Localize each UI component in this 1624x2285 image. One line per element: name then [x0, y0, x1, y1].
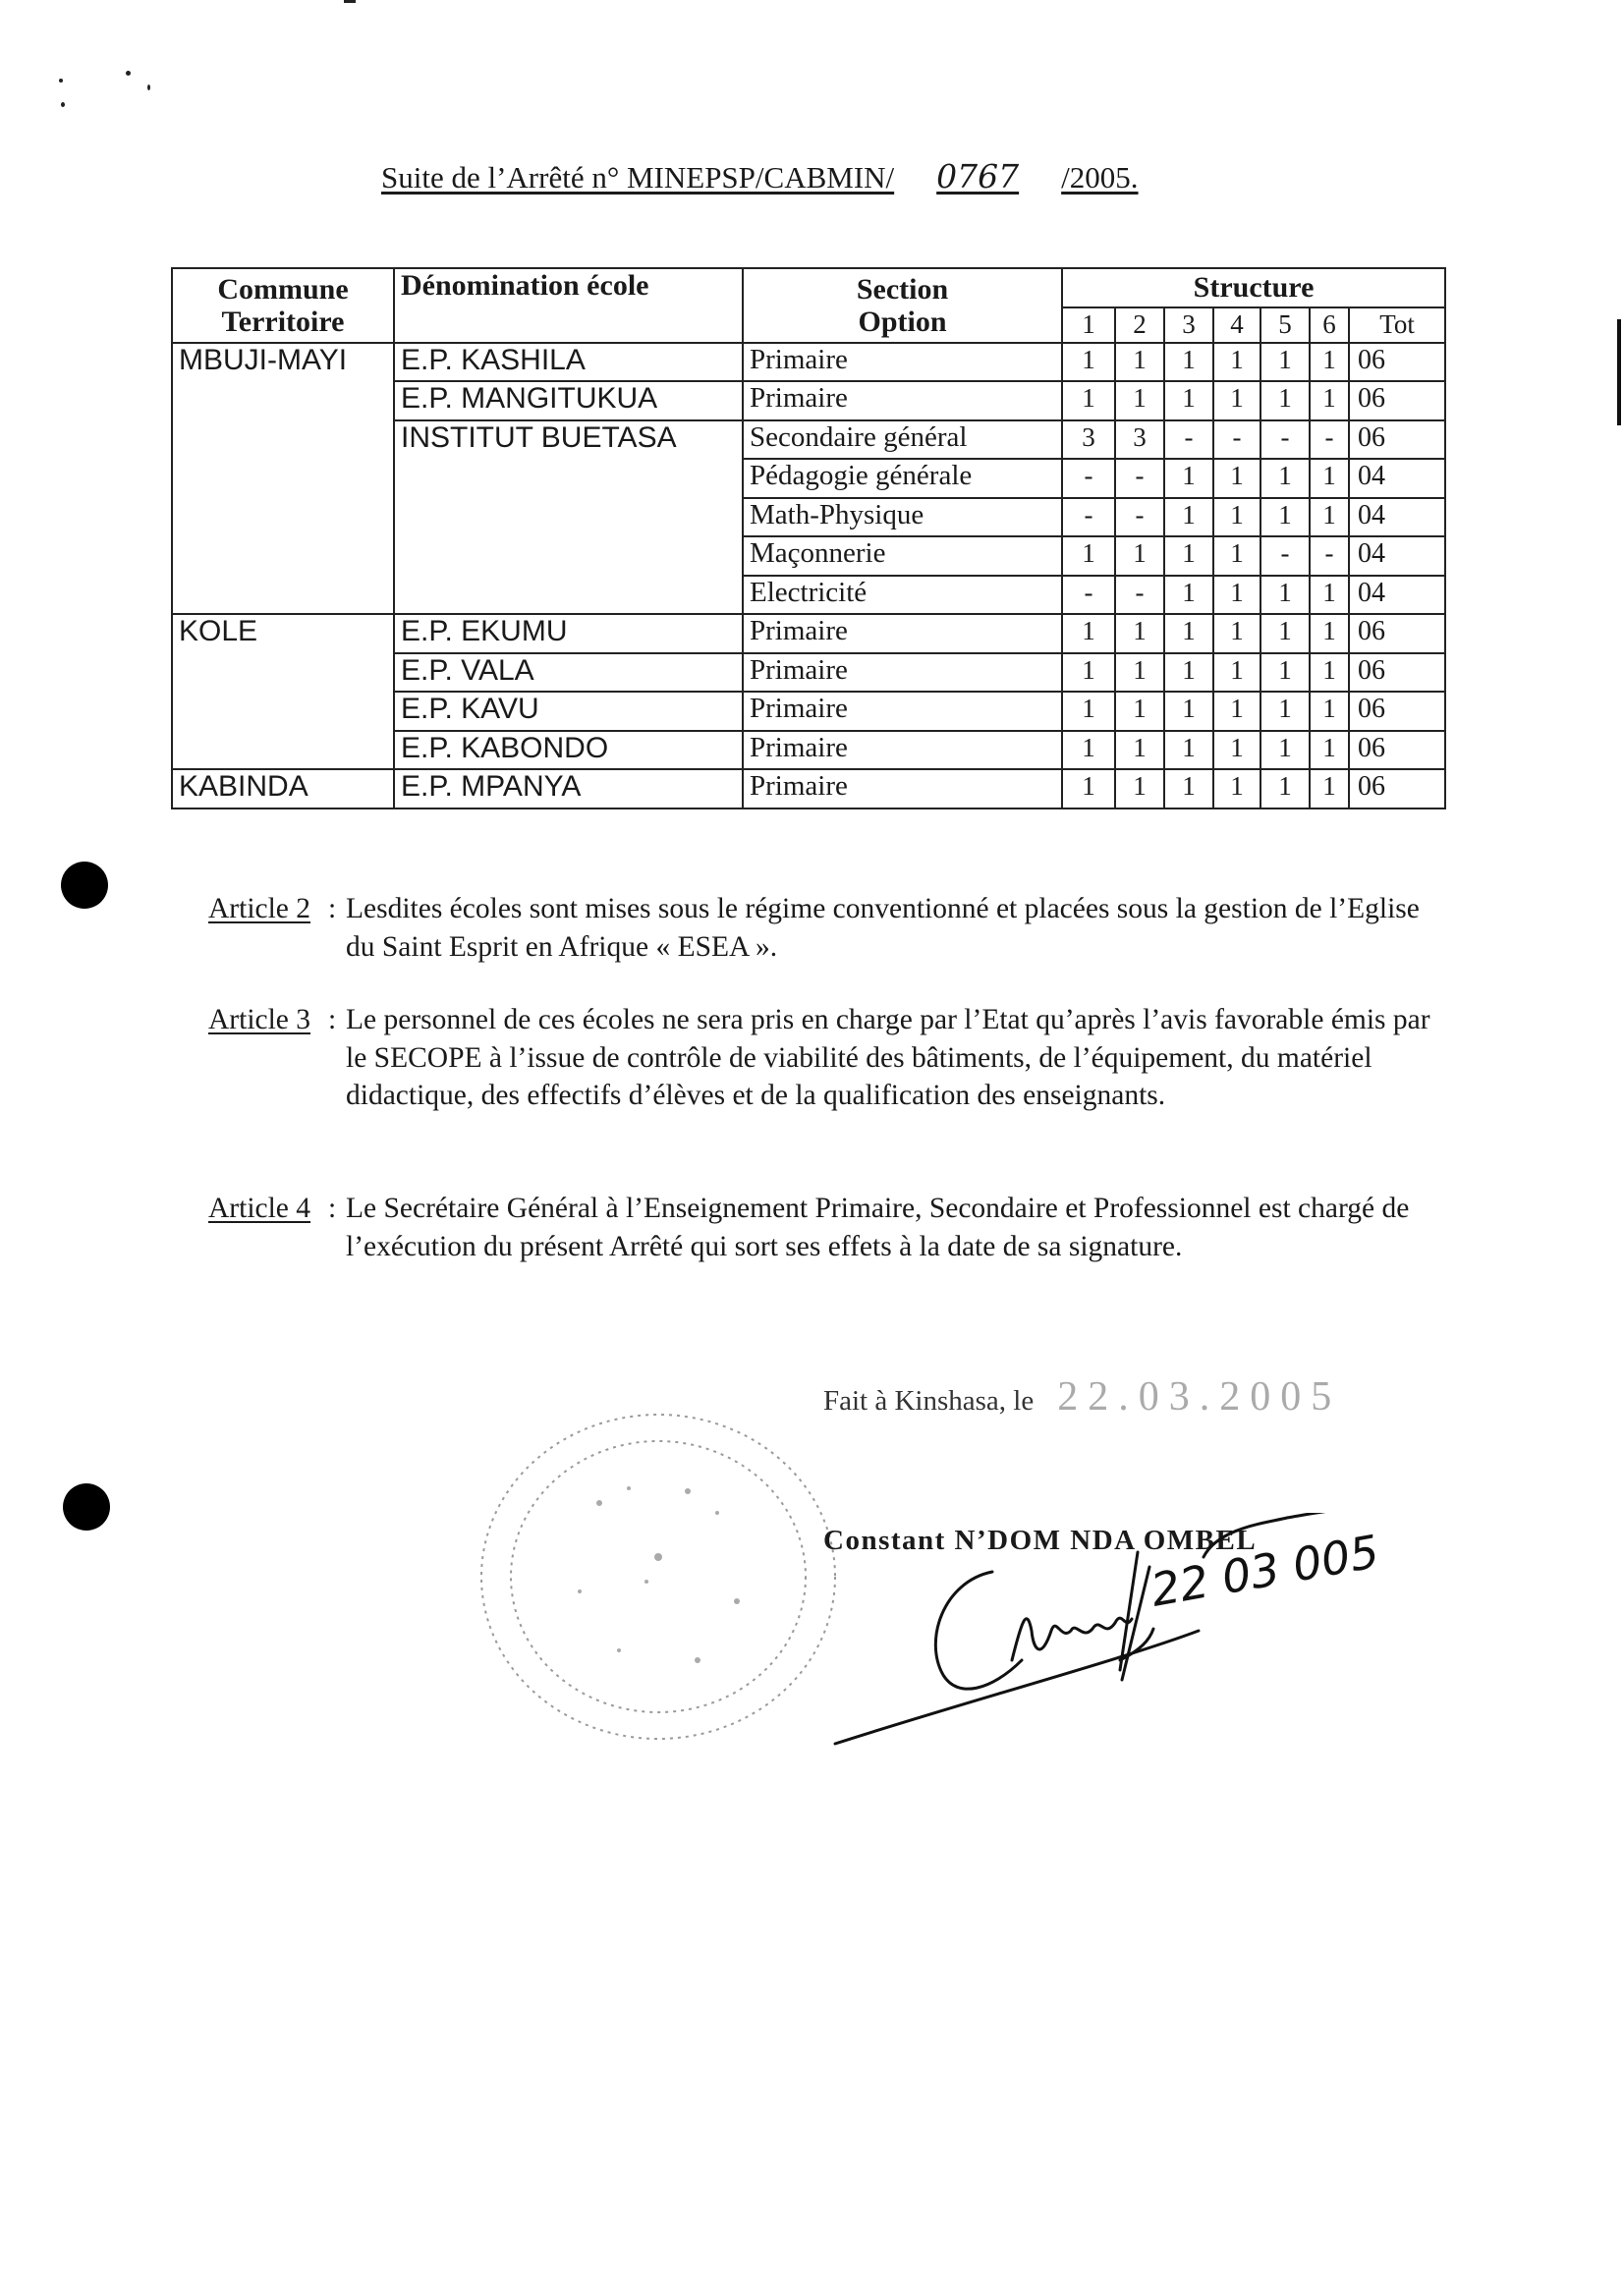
article-4-label: Article 4	[208, 1193, 311, 1224]
total-cell: 06	[1349, 381, 1445, 420]
grade-cell: 1	[1062, 614, 1115, 653]
grade-cell: 1	[1164, 536, 1213, 576]
grade-cell: 1	[1164, 498, 1213, 537]
grade-cell: -	[1260, 420, 1310, 460]
section-cell: Pédagogie générale	[743, 459, 1062, 498]
commune-cell: KOLE	[172, 614, 394, 769]
table-row	[172, 614, 1445, 653]
grade-cell: 1	[1213, 576, 1260, 615]
total-cell: 06	[1349, 653, 1445, 693]
handwritten-signature	[825, 1513, 1434, 1758]
grade-cell: 1	[1310, 769, 1349, 808]
place-label: Fait à Kinshasa, le	[823, 1385, 1035, 1417]
section-cell: Secondaire général	[743, 420, 1062, 460]
grade-cell: 1	[1115, 614, 1164, 653]
school-name-cell: INSTITUT BUETASA	[394, 420, 743, 615]
grade-cell: 1	[1260, 381, 1310, 420]
signature-place-date	[823, 1373, 1341, 1421]
section-cell: Primaire	[743, 614, 1062, 653]
grade-cell: -	[1310, 420, 1349, 460]
total-cell: 06	[1349, 343, 1445, 382]
grade-cell: 1	[1213, 692, 1260, 731]
total-cell: 06	[1349, 420, 1445, 460]
grade-cell: 1	[1164, 769, 1213, 808]
scan-speck	[344, 0, 356, 3]
grade-cell: 1	[1260, 614, 1310, 653]
signatory-name: Constant N’DOM NDA OMBEL	[823, 1525, 1258, 1556]
grade-cell: 1	[1164, 653, 1213, 693]
grade-cell: 1	[1310, 692, 1349, 731]
decree-year: /2005.	[1061, 160, 1139, 195]
total-cell: 04	[1349, 576, 1445, 615]
grade-5-header: 5	[1260, 307, 1310, 343]
grade-cell: 1	[1115, 653, 1164, 693]
grade-cell: 1	[1062, 731, 1115, 770]
article-2-text: Lesdites écoles sont mises sous le régime conventionné et placées sous la gestion de l’Eglise du Saint Esprit en Afrique « ESEA ».	[346, 893, 1420, 963]
grade-cell: 1	[1115, 769, 1164, 808]
grade-cell: 1	[1213, 536, 1260, 576]
school-name-cell: E.P. MANGITUKUA	[394, 381, 743, 420]
section-cell: Primaire	[743, 692, 1062, 731]
grade-cell: -	[1115, 576, 1164, 615]
grade-cell: -	[1260, 536, 1310, 576]
grade-6-header: 6	[1310, 307, 1349, 343]
grade-cell: 1	[1115, 731, 1164, 770]
total-cell: 04	[1349, 498, 1445, 537]
grade-cell: 1	[1260, 653, 1310, 693]
grade-cell: 1	[1213, 614, 1260, 653]
total-cell: 04	[1349, 536, 1445, 576]
school-name-cell: E.P. VALA	[394, 653, 743, 693]
table-row	[172, 769, 1445, 808]
grade-cell: 1	[1062, 769, 1115, 808]
grade-cell: 1	[1260, 692, 1310, 731]
section-cell: Primaire	[743, 343, 1062, 382]
grade-cell: 1	[1260, 576, 1310, 615]
grade-cell: 1	[1310, 614, 1349, 653]
table-row	[172, 343, 1445, 382]
grade-cell: 1	[1164, 692, 1213, 731]
article-4: Article 4 : Le Secrétaire Général à l’Enseignement Primaire, Secondaire et Professionnel est chargé de l’exécution du présent Arrêté qui sort ses effets à la date de sa signature.	[208, 1190, 1436, 1265]
grade-cell: 1	[1164, 459, 1213, 498]
grade-cell: 1	[1062, 536, 1115, 576]
grade-4-header: 4	[1213, 307, 1260, 343]
grade-cell: -	[1062, 459, 1115, 498]
grade-1-header: 1	[1062, 307, 1115, 343]
grade-3-header: 3	[1164, 307, 1213, 343]
total-cell: 04	[1349, 459, 1445, 498]
grade-cell: 1	[1260, 459, 1310, 498]
school-name-cell: E.P. KASHILA	[394, 343, 743, 382]
grade-cell: 1	[1213, 769, 1260, 808]
grade-cell: 1	[1213, 653, 1260, 693]
school-name-cell: E.P. EKUMU	[394, 614, 743, 653]
structure-header: Structure	[1062, 268, 1445, 307]
section-cell: Primaire	[743, 769, 1062, 808]
grade-cell: 1	[1213, 381, 1260, 420]
section-cell: Primaire	[743, 381, 1062, 420]
total-header: Tot	[1349, 307, 1445, 343]
official-stamp-seal	[462, 1395, 855, 1768]
scan-speck	[59, 79, 63, 83]
grade-cell: 1	[1260, 731, 1310, 770]
grade-cell: 1	[1062, 692, 1115, 731]
section-cell: Maçonnerie	[743, 536, 1062, 576]
grade-cell: 1	[1213, 498, 1260, 537]
schools-table	[171, 267, 1446, 809]
total-cell: 06	[1349, 769, 1445, 808]
grade-cell: 3	[1115, 420, 1164, 460]
grade-2-header: 2	[1115, 307, 1164, 343]
school-name-cell: E.P. KABONDO	[394, 731, 743, 770]
article-2-label: Article 2	[208, 893, 311, 924]
total-cell: 06	[1349, 692, 1445, 731]
grade-cell: 1	[1310, 576, 1349, 615]
grade-cell: -	[1213, 420, 1260, 460]
section-cell: Electricité	[743, 576, 1062, 615]
grade-cell: 1	[1260, 343, 1310, 382]
grade-cell: 1	[1213, 343, 1260, 382]
scan-edge-mark	[1617, 319, 1621, 425]
article-2: Article 2 : Lesdites écoles sont mises sous le régime conventionné et placées sous la gestion de l’Eglise du Saint Esprit en Afrique « ESEA ».	[208, 890, 1436, 966]
scan-speck	[61, 102, 65, 107]
grade-cell: 1	[1062, 653, 1115, 693]
handwritten-date: 22 03 005	[1147, 1524, 1383, 1617]
grade-cell: 1	[1164, 381, 1213, 420]
grade-cell: 1	[1164, 576, 1213, 615]
school-name-cell: E.P. KAVU	[394, 692, 743, 731]
grade-cell: 1	[1213, 731, 1260, 770]
grade-cell: -	[1062, 498, 1115, 537]
grade-cell: 1	[1164, 731, 1213, 770]
commune-header: Commune Territoire	[172, 268, 394, 343]
article-3-label: Article 3	[208, 1004, 311, 1035]
school-name-cell: E.P. MPANYA	[394, 769, 743, 808]
punch-hole-bottom	[63, 1483, 110, 1531]
grade-cell: 1	[1213, 459, 1260, 498]
grade-cell: 1	[1310, 459, 1349, 498]
commune-cell: KABINDA	[172, 769, 394, 808]
grade-cell: 1	[1062, 381, 1115, 420]
article-3: Article 3 : Le personnel de ces écoles ne sera pris en charge par l’Etat qu’après l’avis favorable émis par le SECOPE à l’issue de contrôle de viabilité des bâtiments, de l’équipement, du matériel didactique, des effectifs d’élèves et de la qualification des enseignants.	[208, 1001, 1436, 1115]
punch-hole-top	[61, 862, 108, 909]
section-cell: Primaire	[743, 731, 1062, 770]
scan-speck	[147, 84, 150, 90]
table-header-row	[172, 268, 1445, 307]
grade-cell: 1	[1115, 343, 1164, 382]
grade-cell: 1	[1310, 731, 1349, 770]
grade-cell: 1	[1310, 653, 1349, 693]
decree-prefix: Suite de l’Arrêté n° MINEPSP/CABMIN/	[381, 160, 895, 195]
grade-cell: 1	[1062, 343, 1115, 382]
grade-cell: -	[1062, 576, 1115, 615]
grade-cell: 1	[1260, 498, 1310, 537]
grade-cell: -	[1164, 420, 1213, 460]
grade-cell: -	[1310, 536, 1349, 576]
grade-cell: 1	[1310, 343, 1349, 382]
section-cell: Math-Physique	[743, 498, 1062, 537]
scan-speck	[126, 71, 131, 76]
article-4-text: Le Secrétaire Général à l’Enseignement Primaire, Secondaire et Professionnel est chargé de l’exécution du présent Arrêté qui sort ses effets à la date de sa signature.	[346, 1193, 1410, 1262]
grade-cell: 1	[1260, 769, 1310, 808]
grade-cell: 1	[1164, 343, 1213, 382]
section-header: Section Option	[743, 268, 1062, 343]
school-name-header: Dénomination école	[394, 268, 743, 343]
decree-reference	[381, 157, 1265, 196]
grade-cell: 3	[1062, 420, 1115, 460]
commune-cell: MBUJI-MAYI	[172, 343, 394, 615]
grade-cell: 1	[1115, 536, 1164, 576]
grade-cell: -	[1115, 498, 1164, 537]
decree-number: 0767	[936, 157, 1020, 195]
grade-cell: 1	[1310, 381, 1349, 420]
date-stamp: 22.03.2005	[1057, 1374, 1342, 1420]
article-3-text: Le personnel de ces écoles ne sera pris en charge par l’Etat qu’après l’avis favorable émis par le SECOPE à l’issue de contrôle de viabilité des bâtiments, de l’équipement, du matériel didactique, des effectifs d’élèves et de la qualification des enseignants.	[346, 1004, 1430, 1111]
grade-cell: -	[1115, 459, 1164, 498]
total-cell: 06	[1349, 731, 1445, 770]
total-cell: 06	[1349, 614, 1445, 653]
grade-cell: 1	[1164, 614, 1213, 653]
grade-cell: 1	[1310, 498, 1349, 537]
grade-cell: 1	[1115, 692, 1164, 731]
grade-cell: 1	[1115, 381, 1164, 420]
section-cell: Primaire	[743, 653, 1062, 693]
